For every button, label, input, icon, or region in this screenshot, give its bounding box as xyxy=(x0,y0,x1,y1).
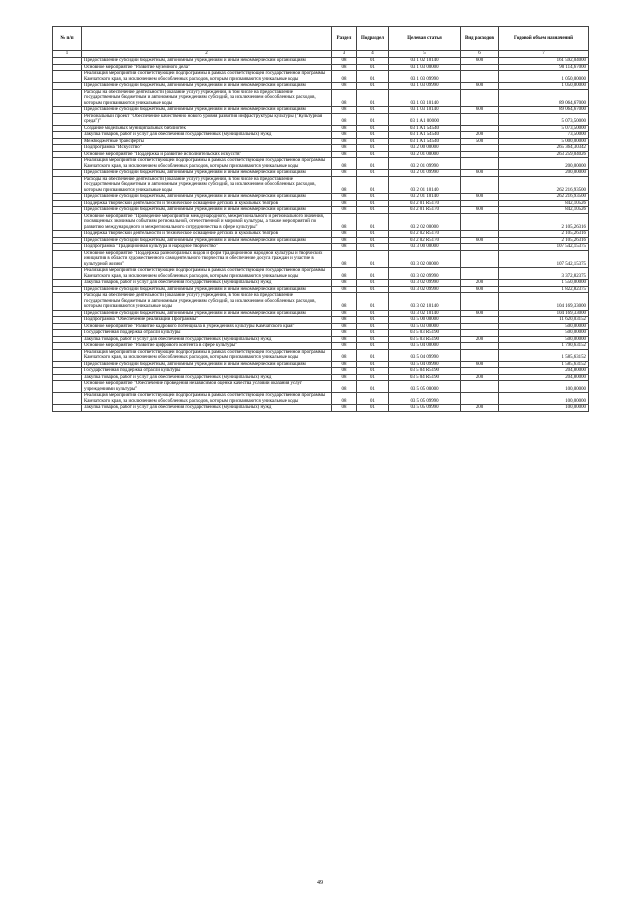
item-name-cell: Государственная поддержка отрасли культуры xyxy=(82,330,332,337)
column-number: 3 xyxy=(332,51,357,58)
item-name-cell: Реализация мероприятий соответствующей подпрограммы в рамках соответствующей государственной программы Камчатского края, за исключением обособленных расходов, которым присваиваются уникальные коды xyxy=(82,71,332,83)
podrazdel-cell: 01 xyxy=(357,200,389,207)
item-name-cell: Предоставление субсидий бюджетным, автономным учреждениям и иным некоммерческим организациям xyxy=(82,310,332,317)
target-article-cell: 03 5 05 00000 xyxy=(389,381,461,393)
expense-type-cell xyxy=(461,113,499,125)
razdel-cell: 08 xyxy=(332,330,357,337)
item-name-cell: Основное мероприятие "Поддержка разнообразных видов и форм традиционной народной культуры и творческих инициатив в области художественного самодеятельного творчества и обеспечение досуга граждан и участие в культурной жизни" xyxy=(82,250,332,268)
expense-type-cell: 200 xyxy=(461,336,499,343)
expense-type-cell: 600 xyxy=(461,58,499,65)
amount-cell: 5 073,50000 xyxy=(499,113,589,125)
razdel-cell: 08 xyxy=(332,349,357,361)
col-amount-header: Годовой объем назначений xyxy=(499,27,589,51)
target-article-cell: 03 2 01 R5170 xyxy=(389,207,461,214)
podrazdel-cell: 01 xyxy=(357,158,389,170)
target-article-cell: 03 1 A1 54540 xyxy=(389,138,461,145)
razdel-cell: 08 xyxy=(332,231,357,238)
amount-cell: 2 105,26316 xyxy=(499,213,589,231)
amount-cell: 11 620,03152 xyxy=(499,317,589,324)
col-target-header: Целевая статья xyxy=(389,27,461,51)
podrazdel-cell: 01 xyxy=(357,349,389,361)
podrazdel-cell: 01 xyxy=(357,286,389,293)
row-index-cell xyxy=(53,113,82,125)
podrazdel-cell: 01 xyxy=(357,138,389,145)
amount-cell: 3 372,82375 xyxy=(499,268,589,280)
podrazdel-cell: 01 xyxy=(357,343,389,350)
expense-type-cell: 600 xyxy=(461,107,499,114)
expense-type-cell: 600 xyxy=(461,361,499,368)
amount-cell: 161 592,04000 xyxy=(499,58,589,65)
amount-cell: 107 542,15375 xyxy=(499,250,589,268)
item-name-cell: Предоставление субсидий бюджетным, автономным учреждениям и иным некоммерческим организациям xyxy=(82,194,332,201)
table-row xyxy=(53,71,589,83)
target-article-cell: 03 5 03 00000 xyxy=(389,323,461,330)
amount-cell: 100,00000 xyxy=(499,405,589,412)
item-name-cell: Закупка товаров, работ и услуг для обеспечения государственных (муниципальных) нужд xyxy=(82,374,332,381)
column-number: 7 xyxy=(499,51,589,58)
razdel-cell: 08 xyxy=(332,71,357,83)
item-name-cell: Основное мероприятие "Проведение мероприятий международного, межрегионального и регионального значения, посвященных значимым событиям региональной, отечественной и мировой культуры, а также мероприятий по развитию международного и межрегионального сотрудничества в сфере культуры" xyxy=(82,213,332,231)
column-number: 1 xyxy=(53,51,82,58)
item-name-cell: Подпрограмма "Искусство" xyxy=(82,145,332,152)
amount-cell: 262 216,93500 xyxy=(499,176,589,194)
podrazdel-cell: 01 xyxy=(357,151,389,158)
budget-table-sheet xyxy=(52,26,588,412)
amount-cell: 5 073,50000 xyxy=(499,125,589,132)
target-article-cell: 03 5 04 R5190 xyxy=(389,374,461,381)
amount-cell: 107 542,15375 xyxy=(499,244,589,251)
target-article-cell: 03 1 A1 00000 xyxy=(389,113,461,125)
target-article-cell: 03 5 04 09990 xyxy=(389,361,461,368)
razdel-cell: 08 xyxy=(332,336,357,343)
expense-type-cell xyxy=(461,381,499,393)
razdel-cell: 08 xyxy=(332,58,357,65)
podrazdel-cell: 01 xyxy=(357,323,389,330)
podrazdel-cell: 01 xyxy=(357,231,389,238)
expense-type-cell: 200 xyxy=(461,280,499,287)
item-name-cell: Расходы на обеспечение деятельности (оказание услуг) учреждений, в том числе на предоставление государственным бюджетным и автономным учреждениям субсидий, за исключением обособленных расходов, которым присваиваются уникальные коды xyxy=(82,176,332,194)
expense-type-cell: 200 xyxy=(461,405,499,412)
item-name-cell: Основное мероприятие "Поддержка и развитие исполнительских искусств" xyxy=(82,151,332,158)
podrazdel-cell: 01 xyxy=(357,107,389,114)
target-article-cell: 03 2 02 R5170 xyxy=(389,237,461,244)
table-row xyxy=(53,393,589,405)
row-index-cell xyxy=(53,176,82,194)
table-row xyxy=(53,113,589,125)
expense-type-cell xyxy=(461,89,499,107)
razdel-cell: 08 xyxy=(332,393,357,405)
amount-cell: 1 822,82375 xyxy=(499,286,589,293)
col-num-header: № п/п xyxy=(53,27,82,51)
razdel-cell: 08 xyxy=(332,207,357,214)
razdel-cell: 08 xyxy=(332,374,357,381)
column-number: 5 xyxy=(389,51,461,58)
col-vid-header: Вид расходов xyxy=(461,27,499,51)
item-name-cell: Основное мероприятие "Обеспечение проведения независимой оценки качества условий оказания услуг учреждениями культуры" xyxy=(82,381,332,393)
item-name-cell: Подпрограмма "Традиционная культура и народное творчество" xyxy=(82,244,332,251)
amount-cell: 1 585,63152 xyxy=(499,361,589,368)
table-row xyxy=(53,158,589,170)
target-article-cell: 03 3 02 09990 xyxy=(389,286,461,293)
podrazdel-cell: 01 xyxy=(357,310,389,317)
expense-type-cell xyxy=(461,293,499,311)
podrazdel-cell: 01 xyxy=(357,64,389,71)
expense-type-cell: 200 xyxy=(461,132,499,139)
target-article-cell: 03 1 03 09990 xyxy=(389,83,461,90)
amount-cell: 204,80000 xyxy=(499,368,589,375)
item-name-cell: Поддержка творческой деятельности и техническое оснащение детских и кукольных театров xyxy=(82,231,332,238)
razdel-cell: 08 xyxy=(332,89,357,107)
target-article-cell: 03 5 04 09990 xyxy=(389,349,461,361)
target-article-cell: 03 3 00 00000 xyxy=(389,244,461,251)
target-article-cell: 03 3 02 10140 xyxy=(389,293,461,311)
col-name-header xyxy=(82,27,332,51)
amount-cell: 200,00000 xyxy=(499,170,589,177)
razdel-cell: 08 xyxy=(332,343,357,350)
expense-type-cell xyxy=(461,213,499,231)
razdel-cell: 08 xyxy=(332,310,357,317)
table-row xyxy=(53,405,589,412)
razdel-cell: 08 xyxy=(332,286,357,293)
target-article-cell: 03 5 05 09990 xyxy=(389,405,461,412)
podrazdel-cell: 01 xyxy=(357,237,389,244)
table-row xyxy=(53,213,589,231)
expense-type-cell: 600 xyxy=(461,194,499,201)
target-article-cell: 03 1 03 10140 xyxy=(389,107,461,114)
amount-cell: 1 585,63152 xyxy=(499,349,589,361)
razdel-cell: 08 xyxy=(332,145,357,152)
podrazdel-cell: 01 xyxy=(357,244,389,251)
amount-cell: 500,00000 xyxy=(499,336,589,343)
target-article-cell: 03 1 A1 54540 xyxy=(389,125,461,132)
podrazdel-cell: 01 xyxy=(357,176,389,194)
razdel-cell: 08 xyxy=(332,250,357,268)
razdel-cell: 08 xyxy=(332,200,357,207)
target-article-cell: 03 1 03 09990 xyxy=(389,71,461,83)
amount-cell: 263 259,04026 xyxy=(499,151,589,158)
podrazdel-cell: 01 xyxy=(357,293,389,311)
row-index-cell xyxy=(53,405,82,412)
razdel-cell: 08 xyxy=(332,317,357,324)
amount-cell: 204,80000 xyxy=(499,374,589,381)
header-row xyxy=(53,27,589,51)
expense-type-cell: 600 xyxy=(461,83,499,90)
table-row xyxy=(53,293,589,311)
razdel-cell: 08 xyxy=(332,125,357,132)
expense-type-cell: 200 xyxy=(461,374,499,381)
target-article-cell: 03 5 03 R5190 xyxy=(389,330,461,337)
target-article-cell: 03 2 01 09990 xyxy=(389,158,461,170)
expense-type-cell: 600 xyxy=(461,207,499,214)
amount-cell: 73,50000 xyxy=(499,132,589,139)
podrazdel-cell: 01 xyxy=(357,125,389,132)
amount-cell: 104 169,33000 xyxy=(499,310,589,317)
amount-cell: 89 064,67000 xyxy=(499,107,589,114)
table-row xyxy=(53,268,589,280)
amount-cell: 842,10526 xyxy=(499,207,589,214)
item-name-cell: Реализация мероприятий соответствующей подпрограммы в рамках соответствующей государственной программы Камчатского края, за исключением обособленных расходов, которым присваиваются уникальные коды xyxy=(82,158,332,170)
amount-cell: 2 105,26316 xyxy=(499,231,589,238)
podrazdel-cell: 01 xyxy=(357,194,389,201)
podrazdel-cell: 01 xyxy=(357,393,389,405)
target-article-cell: 03 2 00 00000 xyxy=(389,145,461,152)
podrazdel-cell: 01 xyxy=(357,317,389,324)
col-razdel-header: Раздел xyxy=(332,27,357,51)
row-index-cell xyxy=(53,381,82,393)
amount-cell: 500,00000 xyxy=(499,323,589,330)
expense-type-cell: 500 xyxy=(461,138,499,145)
amount-cell: 500,00000 xyxy=(499,330,589,337)
expense-type-cell xyxy=(461,71,499,83)
target-article-cell: 03 2 01 R5170 xyxy=(389,200,461,207)
item-name-cell: Закупка товаров, работ и услуг для обеспечения государственных (муниципальных) нужд xyxy=(82,336,332,343)
budget-table xyxy=(52,26,589,412)
target-article-cell: 03 2 01 10140 xyxy=(389,176,461,194)
razdel-cell: 08 xyxy=(332,323,357,330)
table-row xyxy=(53,176,589,194)
podrazdel-cell: 01 xyxy=(357,58,389,65)
amount-cell: 100,00000 xyxy=(499,381,589,393)
target-article-cell: 03 5 04 00000 xyxy=(389,343,461,350)
item-name-cell: Реализация мероприятий соответствующей подпрограммы в рамках соответствующей государственной программы Камчатского края, за исключением обособленных расходов, которым присваиваются уникальные коды xyxy=(82,393,332,405)
target-article-cell: 03 2 02 00000 xyxy=(389,213,461,231)
table-body xyxy=(53,58,589,412)
expense-type-cell xyxy=(461,393,499,405)
target-article-cell: 03 1 A1 54540 xyxy=(389,132,461,139)
amount-cell: 842,10526 xyxy=(499,200,589,207)
podrazdel-cell: 01 xyxy=(357,361,389,368)
podrazdel-cell: 01 xyxy=(357,83,389,90)
row-index-cell xyxy=(53,71,82,83)
amount-cell: 100,00000 xyxy=(499,393,589,405)
razdel-cell: 08 xyxy=(332,361,357,368)
expense-type-cell xyxy=(461,176,499,194)
table-row xyxy=(53,349,589,361)
razdel-cell: 08 xyxy=(332,151,357,158)
amount-cell: 1 790,63152 xyxy=(499,343,589,350)
item-name-cell: Региональный проект "Обеспечение качественно нового уровня развития инфраструктуры культуры ("Культурная среда")" xyxy=(82,113,332,125)
column-number: 2 xyxy=(82,51,332,58)
razdel-cell: 08 xyxy=(332,113,357,125)
target-article-cell: 03 5 03 R5190 xyxy=(389,336,461,343)
target-article-cell: 03 5 00 00000 xyxy=(389,317,461,324)
razdel-cell: 08 xyxy=(332,280,357,287)
expense-type-cell xyxy=(461,268,499,280)
target-article-cell: 03 3 02 09990 xyxy=(389,280,461,287)
column-number: 6 xyxy=(461,51,499,58)
item-name-cell: Основное мероприятие "Развитие кадрового потенциала в учреждениях культуры Камчатского края" xyxy=(82,323,332,330)
item-name-cell: Закупка товаров, работ и услуг для обеспечения государственных (муниципальных) нужд xyxy=(82,405,332,412)
razdel-cell: 08 xyxy=(332,194,357,201)
razdel-cell: 08 xyxy=(332,170,357,177)
podrazdel-cell: 01 xyxy=(357,113,389,125)
expense-type-cell xyxy=(461,158,499,170)
target-article-cell: 03 1 02 10140 xyxy=(389,58,461,65)
razdel-cell: 08 xyxy=(332,268,357,280)
target-article-cell: 03 2 01 09990 xyxy=(389,170,461,177)
podrazdel-cell: 01 xyxy=(357,207,389,214)
target-article-cell: 03 3 02 10140 xyxy=(389,310,461,317)
amount-cell: 5 000,00000 xyxy=(499,138,589,145)
item-name-cell: Реализация мероприятий соответствующей подпрограммы в рамках соответствующей государственной программы Камчатского края, за исключением обособленных расходов, которым присваиваются уникальные коды xyxy=(82,349,332,361)
item-name-cell: Закупка товаров, работ и услуг для обеспечения государственных (муниципальных) нужд xyxy=(82,280,332,287)
page-number: 49 xyxy=(317,880,323,886)
item-name-cell: Основное мероприятие "Развитие музейного дела" xyxy=(82,64,332,71)
item-name-cell: Реализация мероприятий соответствующей подпрограммы в рамках соответствующей государственной программы Камчатского края, за исключением обособленных расходов, которым присваиваются уникальные коды xyxy=(82,268,332,280)
razdel-cell: 08 xyxy=(332,132,357,139)
item-name-cell: Государственная поддержка отрасли культуры xyxy=(82,368,332,375)
amount-cell: 1 550,00000 xyxy=(499,280,589,287)
target-article-cell: 03 3 02 09990 xyxy=(389,268,461,280)
item-name-cell: Межбюджетные трансферты xyxy=(82,138,332,145)
item-name-cell: Предоставление субсидий бюджетным, автономным учреждениям и иным некоммерческим организациям xyxy=(82,107,332,114)
amount-cell: 1 050,00000 xyxy=(499,83,589,90)
expense-type-cell: 600 xyxy=(461,170,499,177)
podrazdel-cell: 01 xyxy=(357,405,389,412)
item-name-cell: Предоставление субсидий бюджетным, автономным учреждениям и иным некоммерческим организациям xyxy=(82,58,332,65)
expense-type-cell: 600 xyxy=(461,310,499,317)
podrazdel-cell: 01 xyxy=(357,280,389,287)
item-name-cell: Подпрограмма "Обеспечение реализации Программы" xyxy=(82,317,332,324)
razdel-cell: 08 xyxy=(332,293,357,311)
table-row xyxy=(53,89,589,107)
item-name-cell: Расходы на обеспечение деятельности (оказание услуг) учреждений, в том числе на предоставление государственным бюджетным и автономным учреждениям субсидий, за исключением обособленных расходов, которым присваиваются уникальные коды xyxy=(82,89,332,107)
podrazdel-cell: 01 xyxy=(357,268,389,280)
razdel-cell: 08 xyxy=(332,244,357,251)
razdel-cell: 08 xyxy=(332,381,357,393)
razdel-cell: 08 xyxy=(332,138,357,145)
target-article-cell: 03 2 02 R5170 xyxy=(389,231,461,238)
row-index-cell xyxy=(53,89,82,107)
podrazdel-cell: 01 xyxy=(357,250,389,268)
podrazdel-cell: 01 xyxy=(357,374,389,381)
razdel-cell: 08 xyxy=(332,213,357,231)
item-name-cell: Предоставление субсидий бюджетным, автономным учреждениям и иным некоммерческим организациям xyxy=(82,237,332,244)
amount-cell: 1 050,00000 xyxy=(499,71,589,83)
target-article-cell: 03 2 01 10140 xyxy=(389,194,461,201)
razdel-cell: 08 xyxy=(332,176,357,194)
amount-cell: 200,00000 xyxy=(499,158,589,170)
target-article-cell: 03 1 03 10140 xyxy=(389,89,461,107)
row-index-cell xyxy=(53,268,82,280)
row-index-cell xyxy=(53,250,82,268)
amount-cell: 90 114,67000 xyxy=(499,64,589,71)
target-article-cell: 03 3 02 00000 xyxy=(389,250,461,268)
podrazdel-cell: 01 xyxy=(357,330,389,337)
podrazdel-cell: 01 xyxy=(357,170,389,177)
amount-cell: 262 216,93500 xyxy=(499,194,589,201)
item-name-cell: Предоставление субсидий бюджетным, автономным учреждениям и иным некоммерческим организациям xyxy=(82,170,332,177)
amount-cell: 104 169,33000 xyxy=(499,293,589,311)
razdel-cell: 08 xyxy=(332,368,357,375)
expense-type-cell: 600 xyxy=(461,286,499,293)
table-row xyxy=(53,250,589,268)
podrazdel-cell: 01 xyxy=(357,213,389,231)
row-index-cell xyxy=(53,293,82,311)
expense-type-cell: 600 xyxy=(461,237,499,244)
item-name-cell: Расходы на обеспечение деятельности (оказание услуг) учреждений, в том числе на предоставление государственным бюджетным и автономным учреждениям субсидий, за исключением обособленных расходов, которым присваиваются уникальные коды xyxy=(82,293,332,311)
item-name-cell: Поддержка творческой деятельности и техническое оснащение детских и кукольных театров xyxy=(82,200,332,207)
item-name-cell: Предоставление субсидий бюджетным, автономным учреждениям и иным некоммерческим организациям xyxy=(82,361,332,368)
podrazdel-cell: 01 xyxy=(357,381,389,393)
column-number: 4 xyxy=(357,51,389,58)
target-article-cell: 03 5 04 R5190 xyxy=(389,368,461,375)
target-article-cell: 03 5 05 09990 xyxy=(389,393,461,405)
item-name-cell: Создание модельных муниципальных библиотек xyxy=(82,125,332,132)
podrazdel-cell: 01 xyxy=(357,71,389,83)
item-name-cell: Закупка товаров, работ и услуг для обеспечения государственных (муниципальных) нужд xyxy=(82,132,332,139)
podrazdel-cell: 01 xyxy=(357,145,389,152)
column-number-row xyxy=(53,51,589,58)
amount-cell: 89 064,67000 xyxy=(499,89,589,107)
podrazdel-cell: 01 xyxy=(357,336,389,343)
row-index-cell xyxy=(53,349,82,361)
item-name-cell: Основное мероприятие "Развитие цифрового контента в сфере культуры" xyxy=(82,343,332,350)
expense-type-cell xyxy=(461,250,499,268)
item-name-cell: Предоставление субсидий бюджетным, автономным учреждениям и иным некоммерческим организациям xyxy=(82,286,332,293)
amount-cell: 2 105,26316 xyxy=(499,237,589,244)
col-podrazdel-header: Подраздел xyxy=(357,27,389,51)
razdel-cell: 08 xyxy=(332,64,357,71)
expense-type-cell xyxy=(461,349,499,361)
row-index-cell xyxy=(53,158,82,170)
target-article-cell: 03 1 03 00000 xyxy=(389,64,461,71)
table-row xyxy=(53,381,589,393)
item-name-cell: Предоставление субсидий бюджетным, автономным учреждениям и иным некоммерческим организациям xyxy=(82,207,332,214)
podrazdel-cell: 01 xyxy=(357,132,389,139)
target-article-cell: 03 2 01 00000 xyxy=(389,151,461,158)
row-index-cell xyxy=(53,393,82,405)
podrazdel-cell: 01 xyxy=(357,89,389,107)
razdel-cell: 08 xyxy=(332,158,357,170)
item-name-cell: Предоставление субсидий бюджетным, автономным учреждениям и иным некоммерческим организациям xyxy=(82,83,332,90)
amount-cell: 265 364,30342 xyxy=(499,145,589,152)
podrazdel-cell: 01 xyxy=(357,368,389,375)
razdel-cell: 08 xyxy=(332,107,357,114)
razdel-cell: 08 xyxy=(332,237,357,244)
razdel-cell: 08 xyxy=(332,83,357,90)
razdel-cell: 08 xyxy=(332,405,357,412)
row-index-cell xyxy=(53,213,82,231)
